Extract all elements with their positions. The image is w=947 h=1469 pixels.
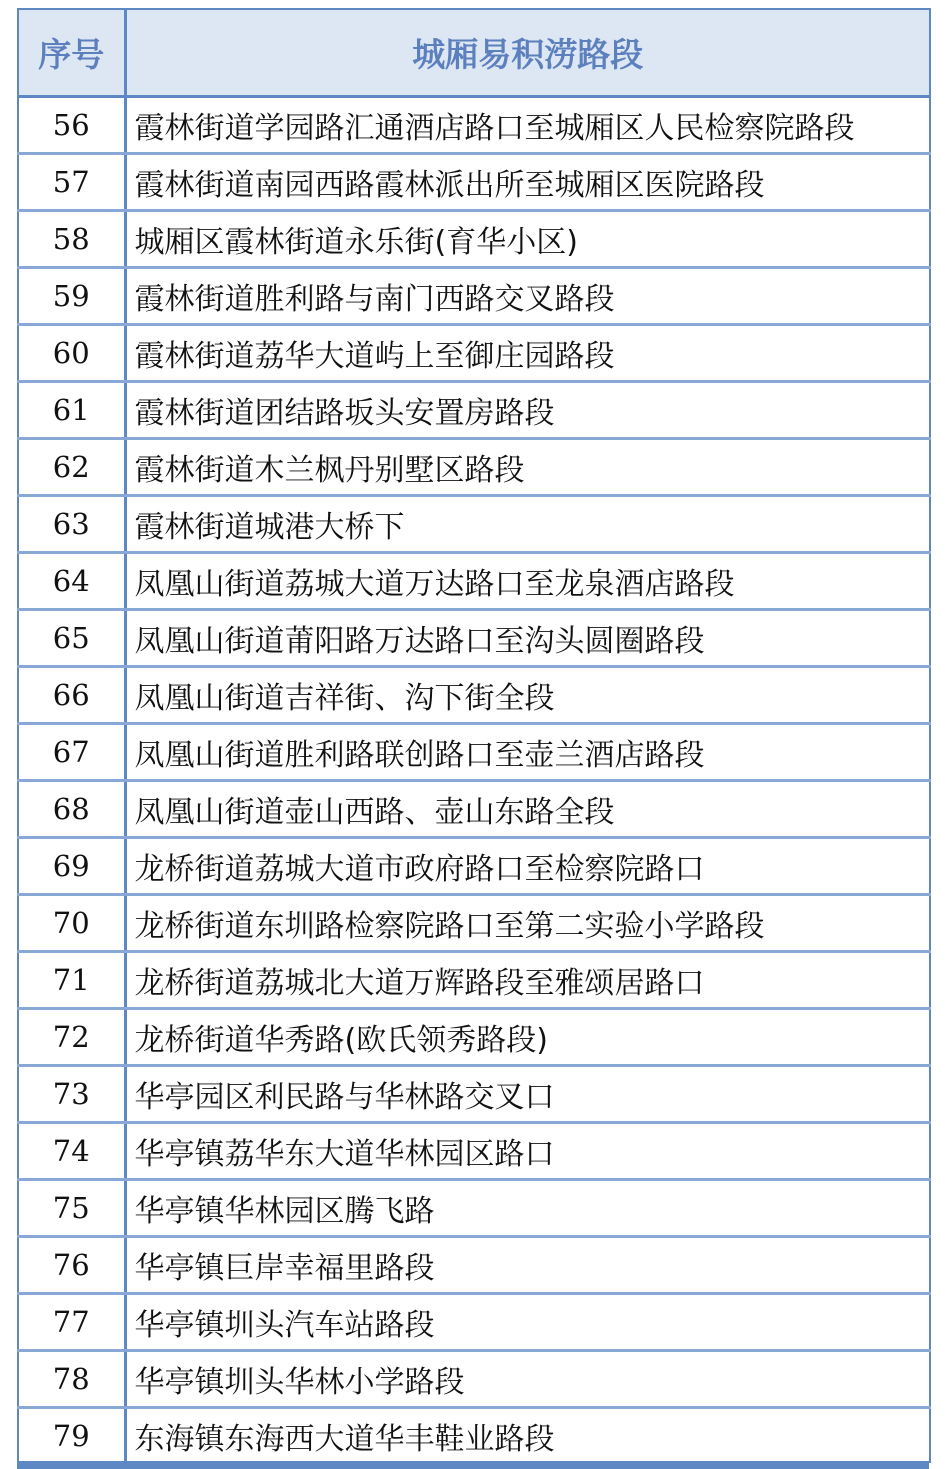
table-row (18, 496, 930, 553)
table-row (18, 781, 930, 838)
table-row (18, 1294, 930, 1351)
row-number: 67 (18, 724, 125, 781)
flood-road-table-container (17, 8, 929, 1463)
row-number: 71 (18, 952, 125, 1009)
row-road-name: 城厢区霞林街道永乐街(育华小区) (125, 211, 930, 268)
table-row (18, 1123, 930, 1180)
table-row (18, 439, 930, 496)
row-number: 66 (18, 667, 125, 724)
row-number: 65 (18, 610, 125, 667)
row-number: 73 (18, 1066, 125, 1123)
row-number: 70 (18, 895, 125, 952)
table-row (18, 382, 930, 439)
table-row (18, 895, 930, 952)
row-road-name: 霞林街道胜利路与南门西路交叉路段 (125, 268, 930, 325)
row-number: 62 (18, 439, 125, 496)
table-row (18, 97, 930, 154)
row-road-name: 华亭镇华林园区腾飞路 (125, 1180, 930, 1237)
row-road-name: 龙桥街道东圳路检察院路口至第二实验小学路段 (125, 895, 930, 952)
table-row (18, 325, 930, 382)
row-number: 60 (18, 325, 125, 382)
row-road-name: 龙桥街道荔城大道市政府路口至检察院路口 (125, 838, 930, 895)
row-road-name: 凤凰山街道胜利路联创路口至壶兰酒店路段 (125, 724, 930, 781)
row-number: 79 (18, 1408, 125, 1464)
row-road-name: 华亭镇巨岸幸福里路段 (125, 1237, 930, 1294)
row-road-name: 龙桥街道华秀路(欧氏领秀路段) (125, 1009, 930, 1066)
table-row (18, 1180, 930, 1237)
row-number: 74 (18, 1123, 125, 1180)
row-road-name: 东海镇东海西大道华丰鞋业路段 (134, 1422, 555, 1457)
table-row (18, 268, 930, 325)
table-row (18, 1351, 930, 1408)
row-road-name: 霞林街道南园西路霞林派出所至城厢区医院路段 (125, 154, 930, 211)
row-number: 72 (18, 1009, 125, 1066)
row-number: 78 (18, 1351, 125, 1408)
table-bottom-border (17, 1461, 929, 1469)
row-road-name: 华亭镇荔华东大道华林园区路口 (125, 1123, 930, 1180)
table-header-row (18, 9, 930, 97)
table-row (18, 154, 930, 211)
row-number: 64 (18, 553, 125, 610)
row-road-name: 龙桥街道荔城北大道万辉路段至雅颂居路口 (125, 952, 930, 1009)
row-number: 57 (18, 154, 125, 211)
row-road-name: 霞林街道团结路坂头安置房路段 (125, 382, 930, 439)
row-road-name: 霞林街道学园路汇通酒店路口至城厢区人民检察院路段 (125, 97, 930, 154)
header-road-name: 城厢易积涝路段 (125, 9, 930, 97)
flood-road-table (17, 8, 931, 1463)
row-number: 69 (18, 838, 125, 895)
row-road-name: 凤凰山街道壶山西路、壶山东路全段 (125, 781, 930, 838)
row-road-name: 华亭园区利民路与华林路交叉口 (125, 1066, 930, 1123)
row-road-name: 华亭镇圳头华林小学路段 (125, 1351, 930, 1408)
row-road-name: 霞林街道荔华大道屿上至御庄园路段 (125, 325, 930, 382)
table-row (18, 1408, 930, 1464)
row-road-name: 霞林街道木兰枫丹别墅区路段 (125, 439, 930, 496)
row-road-name: 凤凰山街道莆阳路万达路口至沟头圆圈路段 (125, 610, 930, 667)
row-number: 58 (18, 211, 125, 268)
row-road-name: 凤凰山街道吉祥街、沟下街全段 (125, 667, 930, 724)
row-number: 59 (18, 268, 125, 325)
table-body (18, 97, 930, 1464)
table-row (18, 838, 930, 895)
row-number: 63 (18, 496, 125, 553)
row-road-name: 凤凰山街道荔城大道万达路口至龙泉酒店路段 (125, 553, 930, 610)
table-row (18, 1009, 930, 1066)
row-number: 68 (18, 781, 125, 838)
table-row (18, 1066, 930, 1123)
table-row (18, 952, 930, 1009)
table-row (18, 553, 930, 610)
row-number: 56 (18, 97, 125, 154)
row-road-name: 华亭镇圳头汽车站路段 (125, 1294, 930, 1351)
row-road-name: 霞林街道城港大桥下 (125, 496, 930, 553)
row-number: 61 (18, 382, 125, 439)
header-number: 序号 (18, 9, 125, 97)
row-number: 77 (18, 1294, 125, 1351)
row-number: 76 (18, 1237, 125, 1294)
table-row (18, 667, 930, 724)
row-number: 75 (18, 1180, 125, 1237)
table-row (18, 1237, 930, 1294)
table-row (18, 211, 930, 268)
table-row (18, 610, 930, 667)
table-row (18, 724, 930, 781)
